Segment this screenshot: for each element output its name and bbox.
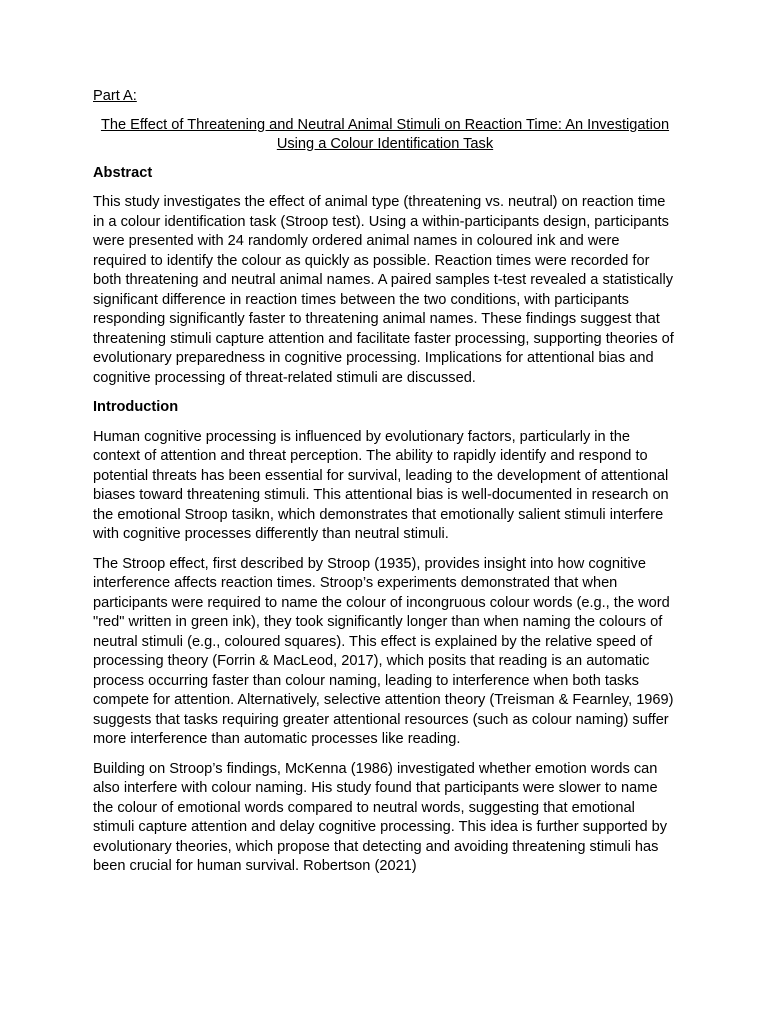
- abstract-paragraph: This study investigates the effect of animal type (threatening vs. neutral) on reaction time in a colour identification task (Stroop test). Using a within-participants design, participants were presented with 24 randomly ordered animal names in coloured ink and were required to identify the colour as quickly as possible. Reaction times were recorded for both threatening and neutral animal names. A paired samples t-test revealed a statistically significant difference in reaction times between the two conditions, with participants responding significantly faster to threatening animal names. These findings suggest that threatening stimuli capture attention and facilitate faster processing, supporting theories of evolutionary preparedness in cognitive processing. Implications for attentional bias and cognitive processing of threat-related stimuli are discussed.: [93, 194, 674, 386]
- introduction-heading: Introduction: [93, 399, 179, 415]
- introduction-section: [93, 398, 677, 877]
- document-page: [93, 87, 677, 887]
- introduction-paragraph-3: Building on Stroop’s findings, McKenna (1986) investigated whether emotion words can also interfere with colour naming. His study found that participants were slower to name the colour of emotional words compared to neutral words, suggesting that emotional stimuli capture attention and delay cognitive processing. This idea is further supported by evolutionary theories, which propose that detecting and avoiding threatening stimuli has been crucial for human survival. Robertson (2021): [93, 760, 668, 874]
- part-label: Part A:: [93, 88, 137, 104]
- introduction-paragraph-1: Human cognitive processing is influenced by evolutionary factors, particularly in the context of attention and threat perception. The ability to rapidly identify and respond to potential threats has been essential for survival, leading to the development of attentional biases toward threatening stimuli. This attentional bias is well-documented in research on the emotional Stroop tasikn, which demonstrates that emotionally salient stimuli interfere with cognitive processes differently than neutral stimuli.: [93, 428, 669, 542]
- abstract-heading: Abstract: [93, 164, 153, 181]
- introduction-paragraph-2: The Stroop effect, first described by Stroop (1935), provides insight into how cognitive interference affects reaction times. Stroop’s experiments demonstrated that when participants were required to name the colour of incongruous colour words (e.g., the word "red" written in green ink), they took significantly longer than when naming the colours of neutral stimuli (e.g., coloured squares). This effect is explained by the relative speed of processing theory (Forrin & MacLeod, 2017), which posits that reading is an automatic process occurring faster than colour naming, leading to interference when both tasks compete for attention. Alternatively, selective attention theory (Treisman & Fearnley, 1969) suggests that tasks requiring greater attentional resources (such as colour naming) suffer more interference than automatic processes like reading.: [93, 555, 674, 747]
- document-title: The Effect of Threatening and Neutral Animal Stimuli on Reaction Time: An Investigation Using a Colour Identification Task: [100, 116, 670, 152]
- abstract-section: [93, 164, 677, 389]
